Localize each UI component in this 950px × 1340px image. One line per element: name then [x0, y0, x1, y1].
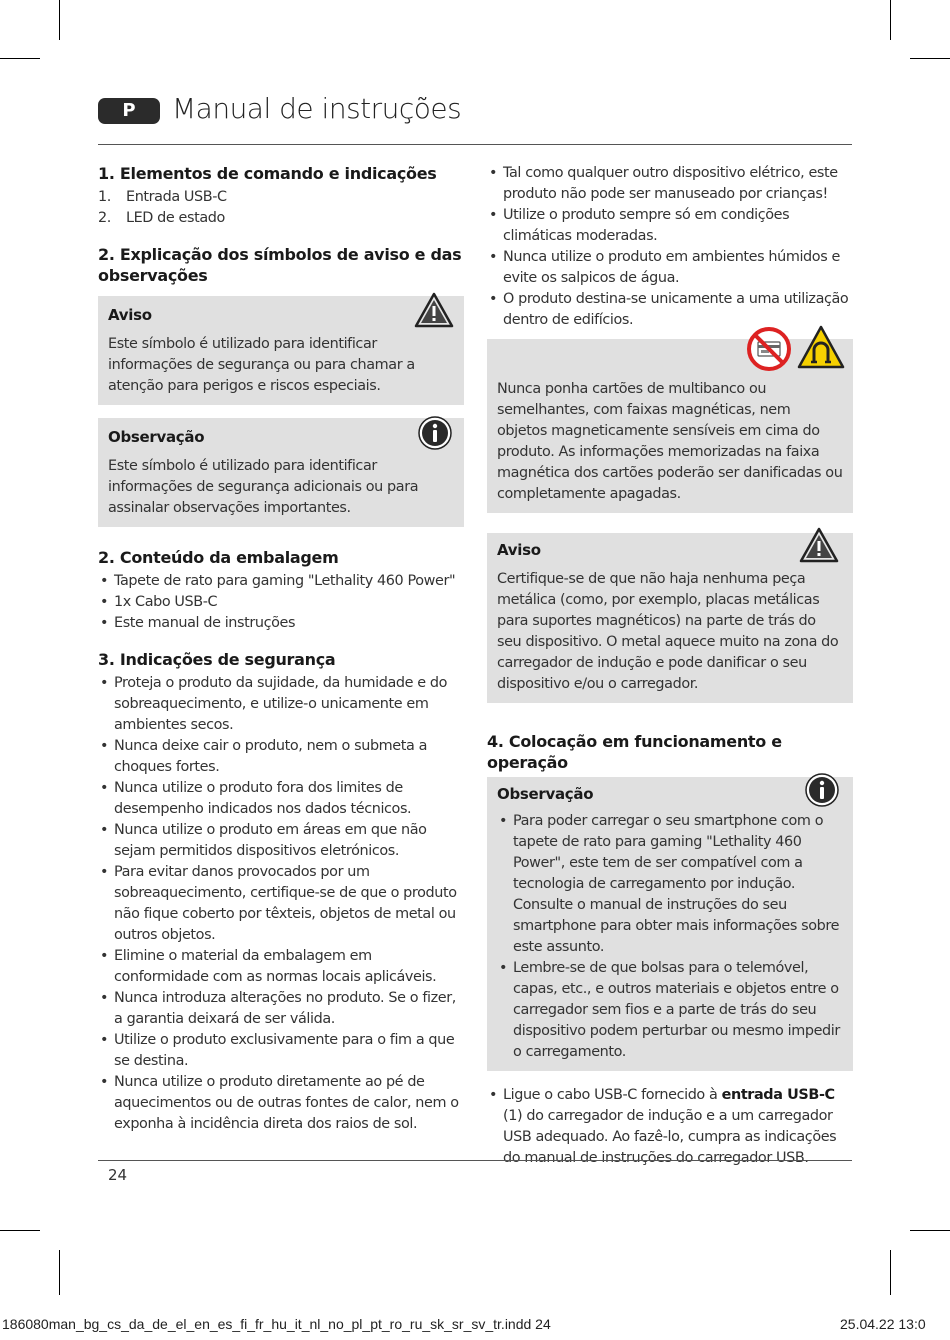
print-slug-date: 25.04.22 13:0 [840, 1316, 926, 1332]
magnetic-field-warning-icon [797, 325, 845, 373]
package-list [98, 571, 464, 634]
list-item: • Este manual de instruções [98, 613, 464, 634]
note-box [98, 418, 464, 527]
operation-steps [487, 1085, 853, 1169]
list-item: • Tal como qualquer outro dispositivo elétrico, este produto não pode ser manuseado por crianças! [487, 163, 853, 205]
warning-box-title: Aviso [108, 306, 152, 324]
section-heading-package: 2. Conteúdo da embalagem [98, 548, 339, 567]
list-item: • Elimine o material da embalagem em conformidade com as normas locais aplicáveis. [98, 946, 464, 988]
section-heading-controls: 1. Elementos de comando e indicações [98, 164, 437, 183]
list-item: • Nunca utilize o produto fora dos limites de desempenho indicados nos dados técnicos. [98, 778, 464, 820]
list-item: 1. Entrada USB-C [98, 189, 227, 205]
list-item: • Para evitar danos provocados por um sobreaquecimento, certifique-se de que o produto não fique coberto por têxteis, objetos de metal ou outros objetos. [98, 862, 464, 946]
safety-list [98, 673, 464, 1135]
list-item: • Nunca utilize o produto diretamente ao pé de aquecimentos ou de outras fontes de calor, nem o exponha à incidência direta dos raios de sol. [98, 1072, 464, 1135]
list-item: • Nunca utilize o produto em áreas em que não sejam permitidos dispositivos eletrónicos. [98, 820, 464, 862]
list-item: • Ligue o cabo USB-C fornecido à entrada USB-C (1) do carregador de indução e a um carregador USB adequado. Ao fazê-lo, cumpra as indicações do manual de instruções do carregador USB. [487, 1085, 853, 1169]
metal-warning-box [487, 533, 853, 703]
crop-mark [0, 1230, 40, 1231]
crop-mark [59, 1250, 60, 1295]
crop-mark [0, 58, 40, 59]
list-item: • Nunca utilize o produto em ambientes húmidos e evite os salpicos de água. [487, 247, 853, 289]
crop-mark [910, 1230, 950, 1231]
list-item: • Para poder carregar o seu smartphone com o tapete de rato para gaming "Lethality 460 Power", este tem de ser compatível com a tecnologia de carregamento por indução. Consulte o manual de instruções do seu smartphone para obter mais informações sobre este assunto. [497, 811, 843, 958]
page-header [98, 92, 852, 145]
print-slug-file: 186080man_bg_cs_da_de_el_en_es_fi_fr_hu_it_nl_no_pl_pt_ro_ru_sk_sr_sv_tr.indd 24 [2, 1316, 551, 1332]
operation-note-box [487, 777, 853, 1071]
operation-note-list [497, 811, 843, 1063]
controls-list [98, 187, 464, 229]
page-number: 24 [108, 1166, 128, 1184]
operation-note-title: Observação [497, 785, 594, 803]
list-item: • Tapete de rato para gaming "Lethality 460 Power" [98, 571, 464, 592]
list-item: 2. LED de estado [98, 210, 225, 226]
list-item: • Utilize o produto sempre só em condições climáticas moderadas. [487, 205, 853, 247]
magnet-warning-box [487, 339, 853, 513]
list-item: • Nunca introduza alterações no produto. Se o fizer, a garantia deixará de ser válida. [98, 988, 464, 1030]
crop-mark [59, 0, 60, 40]
manual-title: Manual de instruções [172, 92, 462, 125]
list-item: • O produto destina-se unicamente a uma utilização dentro de edifícios. [487, 289, 853, 331]
section-heading-operation: 4. Colocação em funcionamento e operação [487, 732, 782, 772]
metal-warning-text: Certifique-se de que não haja nenhuma peça metálica (como, por exemplo, placas metálicas para suportes magnéticos) na parte de trás do seu dispositivo. O metal aquece muito na zona do carregador de indução e pode danificar o seu dispositivo e/ou o carregador. [497, 571, 839, 692]
list-item: • 1x Cabo USB-C [98, 592, 464, 613]
crop-mark [890, 1250, 891, 1295]
safety-list-continued [487, 163, 853, 331]
section-heading-safety: 3. Indicações de segurança [98, 650, 336, 669]
magnet-warning-text: Nunca ponha cartões de multibanco ou semelhantes, com faixas magnéticas, nem objetos magneticamente sensíveis em cima do produto. As informações memorizadas na faixa magnética dos cartões poderão ser danificadas ou completamente apagadas. [497, 381, 843, 502]
language-badge: P [98, 98, 160, 124]
left-column [98, 160, 464, 1135]
list-item: • Nunca deixe cair o produto, nem o submeta a choques fortes. [98, 736, 464, 778]
warning-box-text: Este símbolo é utilizado para identificar informações de segurança ou para chamar a atenção para perigos e riscos especiais. [108, 336, 415, 394]
crop-mark [890, 0, 891, 40]
warning-triangle-icon [414, 292, 454, 328]
list-item: • Lembre-se de que bolsas para o telemóvel, capas, etc., e outros materiais e objetos entre o carregador sem fios e a parte de trás do seu dispositivo podem perturbar ou mesmo impedir o carregamento. [497, 958, 843, 1063]
footer-divider [98, 1160, 852, 1161]
usb-c-input-reference: entrada USB-C [721, 1087, 835, 1103]
warning-triangle-icon [799, 527, 839, 563]
list-item: • Utilize o produto exclusivamente para o fim a que se destina. [98, 1030, 464, 1072]
crop-mark [910, 58, 950, 59]
note-box-text: Este símbolo é utilizado para identificar informações de segurança adicionais ou para assinalar observações importantes. [108, 458, 419, 516]
note-box-title: Observação [108, 428, 205, 446]
warning-box [98, 296, 464, 405]
list-item: • Proteja o produto da sujidade, da humidade e do sobreaquecimento, e utilize-o unicamente em ambientes secos. [98, 673, 464, 736]
no-magnetic-cards-icon [747, 327, 791, 375]
metal-warning-title: Aviso [497, 541, 541, 559]
info-icon [805, 773, 839, 807]
info-icon [418, 416, 452, 450]
section-heading-symbols: 2. Explicação dos símbolos de aviso e das observações [98, 245, 462, 285]
right-column [487, 160, 853, 1169]
